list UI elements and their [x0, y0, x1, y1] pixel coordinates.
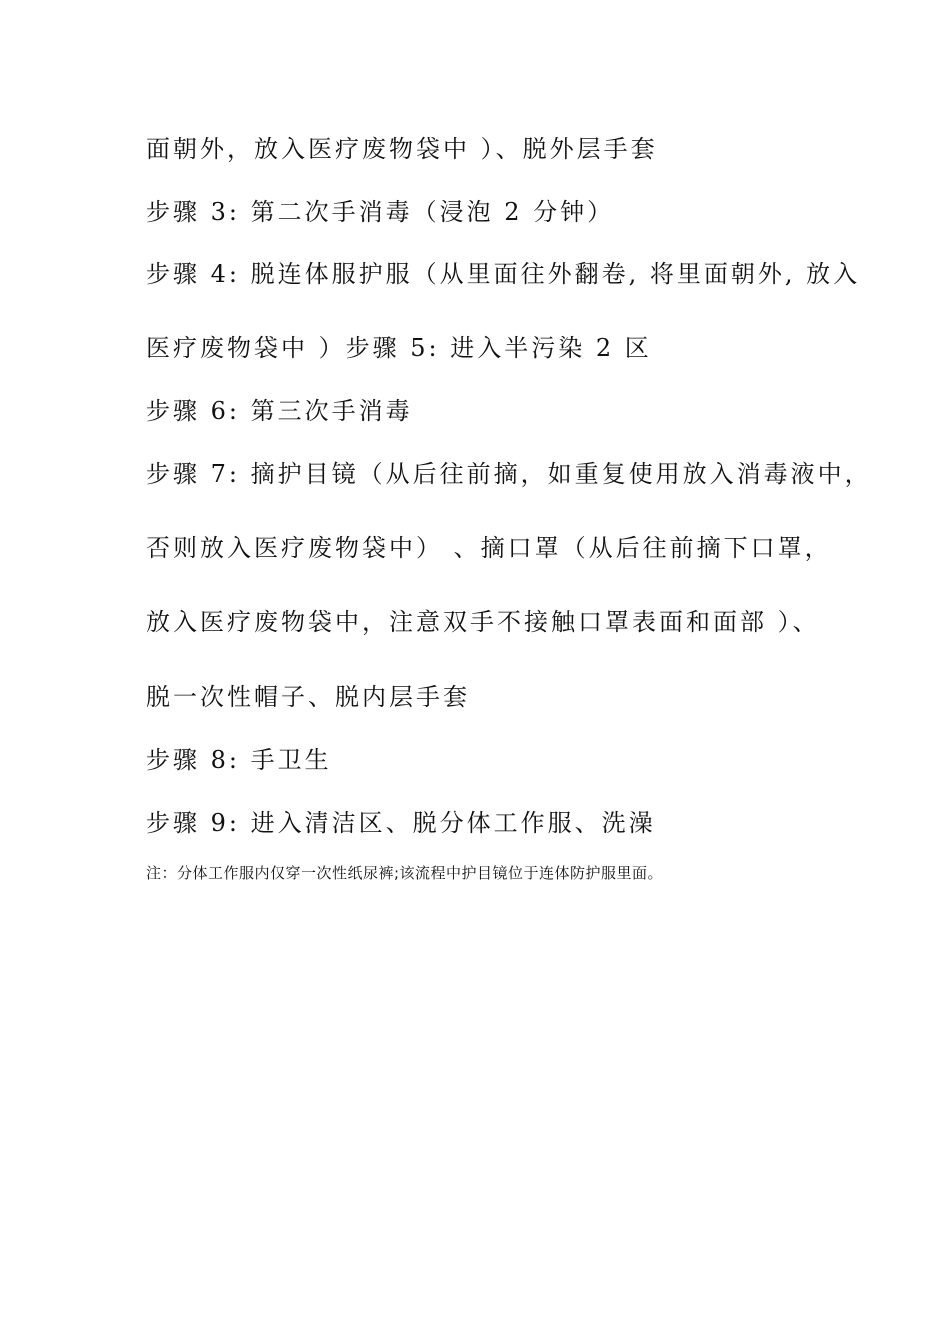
step-4-line: 步骤 4: 脱连体服护服（从里面往外翻卷, 将里面朝外, 放入 [146, 260, 861, 288]
step-6-line: 步骤 6: 第三次手消毒 [146, 397, 413, 425]
step-5-line: 医疗废物袋中 ）步骤 5: 进入半污染 2 区 [146, 334, 652, 362]
step-7-continuation-2: 放入医疗废物袋中，注意双手不接触口罩表面和面部 ）、 [146, 608, 820, 636]
text-line-1: 面朝外，放入医疗废物袋中 ）、脱外层手套 [146, 135, 658, 163]
step-9-line: 步骤 9: 进入清洁区、脱分体工作服、洗澡 [146, 809, 656, 837]
footnote: 注：分体工作服内仅穿一次性纸尿裤;该流程中护目镜位于连体防护服里面。 [146, 864, 664, 882]
step-7-continuation-3: 脱一次性帽子、脱内层手套 [146, 683, 470, 711]
step-3-line: 步骤 3: 第二次手消毒（浸泡 2 分钟） [146, 198, 615, 226]
step-7-continuation-1: 否则放入医疗废物袋中） 、摘口罩（从后往前摘下口罩， [146, 534, 832, 562]
step-8-line: 步骤 8: 手卫生 [146, 746, 332, 774]
step-7-line: 步骤 7: 摘护目镜（从后往前摘，如重复使用放入消毒液中， [146, 460, 872, 488]
